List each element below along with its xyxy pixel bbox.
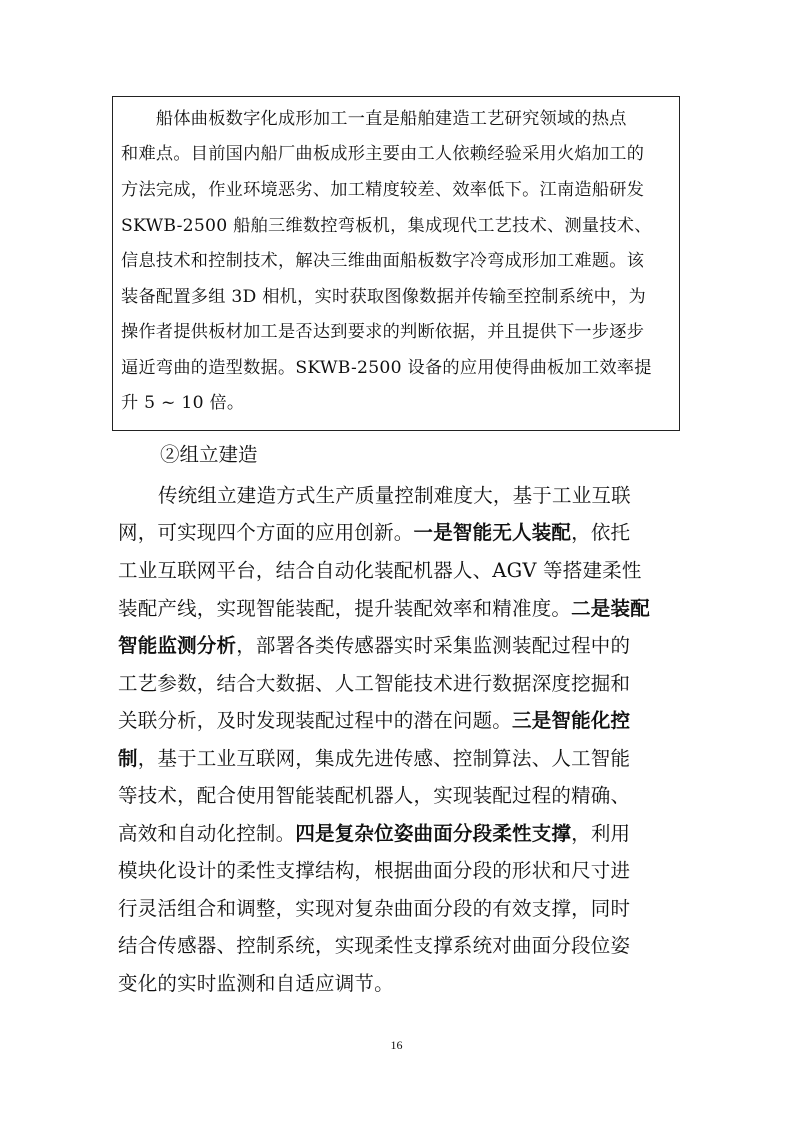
body-line bbox=[118, 553, 642, 589]
body-text: 传统组立建造方式生产质量控制难度大，基于工业互联 bbox=[158, 484, 631, 507]
body-line bbox=[118, 628, 630, 664]
bold-point-2: 二是装配 bbox=[571, 597, 650, 620]
box-line: 装备配置多组 3D 相机，实时获取图像数据并传输至控制系统中，为 bbox=[121, 287, 646, 307]
page-number: 16 bbox=[390, 1038, 403, 1052]
body-text: 变化的实时监测和自适应调节。 bbox=[118, 972, 394, 995]
bold-point-3: 制 bbox=[118, 747, 138, 770]
body-text: 模块化设计的柔性支撑结构，根据曲面分段的形状和尺寸进 bbox=[118, 859, 631, 882]
box-line: 和难点。目前国内船厂曲板成形主要由工人依赖经验采用火焰加工的 bbox=[121, 144, 645, 164]
body-text: 结合传感器、控制系统，实现柔性支撑系统对曲面分段位姿 bbox=[118, 934, 631, 957]
bold-point-3: 三是智能化控 bbox=[512, 709, 631, 732]
body-line bbox=[118, 853, 630, 889]
body-line bbox=[118, 891, 630, 927]
box-line: 船体曲板数字化成形加工一直是船舶建造工艺研究领域的热点 bbox=[121, 109, 627, 129]
box-line: 逼近弯曲的造型数据。SKWB-2500 设备的应用使得曲板加工效率提 bbox=[121, 358, 652, 378]
body-line bbox=[118, 703, 630, 739]
highlight-box bbox=[112, 96, 680, 431]
bold-point-4: 四是复杂位姿曲面分段柔性支撑 bbox=[295, 822, 572, 845]
body-text: 关联分析，及时发现装配过程中的潜在问题。 bbox=[118, 709, 513, 732]
body-text: 行灵活组合和调整，实现对复杂曲面分段的有效支撑，同时 bbox=[118, 897, 631, 920]
box-line: 方法完成，作业环境恶劣、加工精度较差、效率低下。江南造船研发 bbox=[121, 180, 645, 200]
box-line: SKWB-2500 船舶三维数控弯板机，集成现代工艺技术、测量技术、 bbox=[121, 216, 652, 236]
body-line bbox=[118, 666, 630, 702]
body-text: ，基于工业互联网，集成先进传感、控制算法、人工智能 bbox=[137, 747, 631, 770]
body-text: 等技术，配合使用智能装配机器人，实现装配过程的精确、 bbox=[118, 784, 631, 807]
body-text: ，依托 bbox=[571, 521, 631, 544]
body-line bbox=[118, 778, 630, 814]
body-text: 工业互联网平台，结合自动化装配机器人、AGV 等搭建柔性 bbox=[118, 559, 642, 582]
body-line bbox=[118, 591, 650, 627]
body-line bbox=[118, 816, 630, 852]
box-line: 操作者提供板材加工是否达到要求的判断依据，并且提供下一步逐步 bbox=[121, 322, 645, 342]
bold-point-2: 智能监测分析 bbox=[118, 634, 237, 657]
body-text: 装配产线，实现智能装配，提升装配效率和精准度。 bbox=[118, 597, 572, 620]
body-text: 工艺参数，结合大数据、人工智能技术进行数据深度挖掘和 bbox=[118, 672, 631, 695]
body-line bbox=[158, 478, 631, 514]
body-text: ，利用 bbox=[571, 822, 631, 845]
body-line bbox=[118, 966, 394, 1002]
section-heading: ②组立建造 bbox=[160, 443, 258, 466]
body-line bbox=[118, 515, 630, 551]
body-text: ，部署各类传感器实时采集监测装配过程中的 bbox=[236, 634, 631, 657]
bold-point-1: 一是智能无人装配 bbox=[413, 521, 572, 544]
box-line: 升 5 ~ 10 倍。 bbox=[121, 393, 245, 413]
body-line bbox=[118, 741, 630, 777]
box-line: 信息技术和控制技术，解决三维曲面船板数字冷弯成形加工难题。该 bbox=[121, 251, 645, 271]
body-text: 网，可实现四个方面的应用创新。 bbox=[118, 521, 414, 544]
body-text: 高效和自动化控制。 bbox=[118, 822, 296, 845]
body-line bbox=[118, 928, 630, 964]
